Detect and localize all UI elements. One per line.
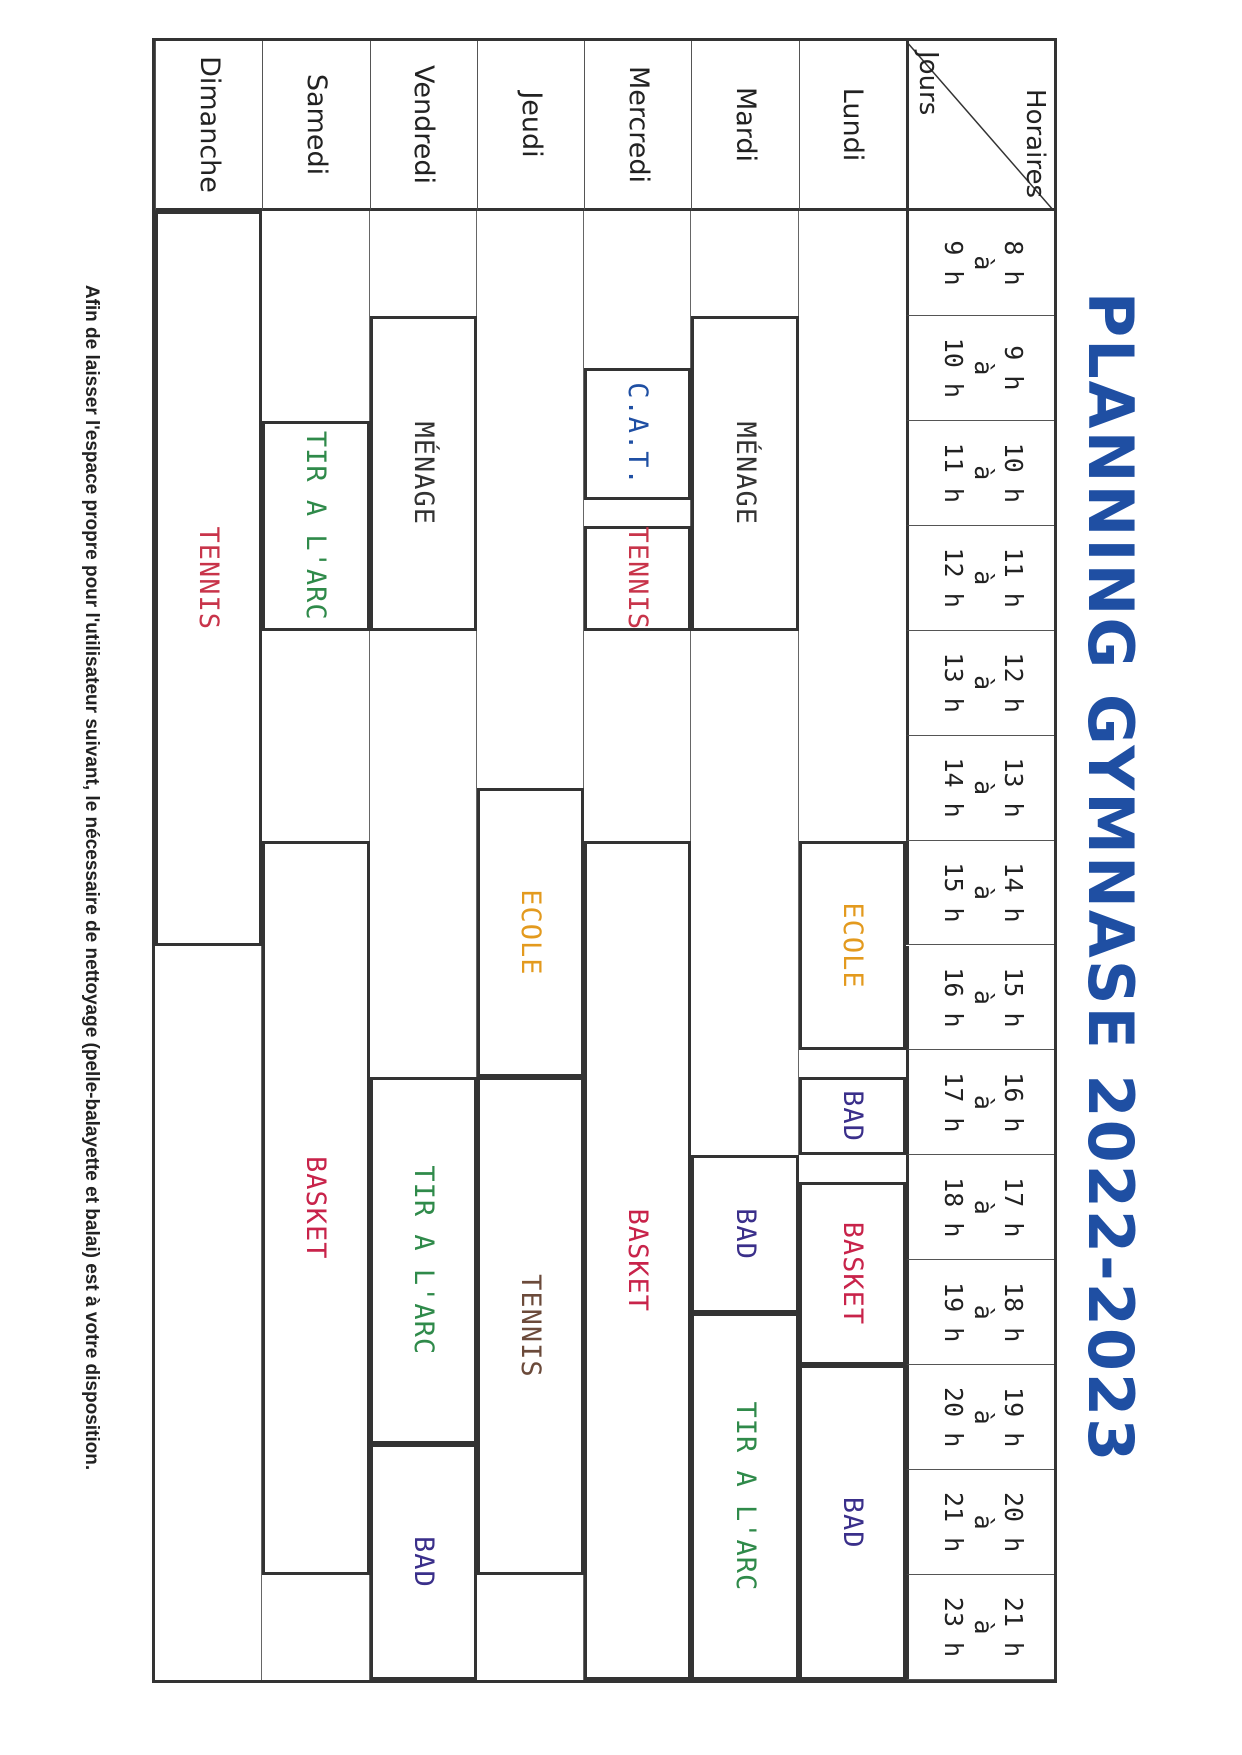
slot-sep: à xyxy=(969,989,998,1005)
slot-header-6 xyxy=(906,841,1054,946)
day-label-samedi: Samedi xyxy=(262,41,369,211)
slot-from: 14 h xyxy=(999,862,1028,923)
slot-from: 16 h xyxy=(999,1072,1028,1133)
activity-label: TIR A L'ARC xyxy=(729,1401,761,1592)
activity-block-bad xyxy=(799,1365,906,1680)
activity-block-m-nage xyxy=(370,316,477,631)
slot-to: 12 h xyxy=(939,547,968,608)
activity-label: C.A.T. xyxy=(622,382,654,486)
activity-block-basket xyxy=(584,841,691,1680)
activity-label: BASKET xyxy=(622,1208,654,1313)
slot-header-0 xyxy=(906,211,1054,316)
slot-to: 23 h xyxy=(939,1596,968,1658)
activity-label: TENNIS xyxy=(193,526,225,631)
slot-header-1 xyxy=(906,316,1054,421)
page-title: PLANNING GYMNASE 2022-2023 xyxy=(1074,291,1147,1464)
slot-header-3 xyxy=(906,526,1054,631)
activity-block-ecole xyxy=(477,788,584,1077)
slot-header-2 xyxy=(906,421,1054,526)
slot-header-9 xyxy=(906,1155,1054,1260)
slot-to: 18 h xyxy=(939,1177,968,1238)
activity-block-bad xyxy=(799,1077,906,1156)
activity-block-basket xyxy=(262,841,369,1576)
slot-to: 17 h xyxy=(939,1072,968,1133)
activity-label: BAD xyxy=(407,1536,439,1588)
slot-from: 17 h xyxy=(999,1177,1028,1238)
slot-sep: à xyxy=(969,1514,998,1530)
activity-label: ECOLE xyxy=(515,889,547,976)
activity-label: TIR A L'ARC xyxy=(300,430,332,621)
activity-block-bad xyxy=(370,1444,477,1680)
slot-header-10 xyxy=(906,1260,1054,1365)
activity-block-tir-a-l-arc xyxy=(262,421,369,631)
slot-sep: à xyxy=(969,465,998,481)
activity-label: ECOLE xyxy=(836,902,868,989)
corner-bottom-label: Jours xyxy=(913,51,943,116)
slot-header-7 xyxy=(906,946,1054,1051)
slot-from: 15 h xyxy=(999,967,1028,1028)
day-label-mardi: Mardi xyxy=(691,41,798,211)
slot-header-5 xyxy=(906,736,1054,841)
slot-from: 21 h xyxy=(999,1596,1028,1658)
activity-label: BAD xyxy=(729,1208,761,1260)
activity-block-bad xyxy=(691,1155,798,1312)
activity-block-basket xyxy=(799,1182,906,1366)
activity-label: BAD xyxy=(836,1496,868,1549)
slot-to: 20 h xyxy=(939,1387,968,1448)
day-label-lundi: Lundi xyxy=(799,41,906,211)
slot-to: 10 h xyxy=(939,337,968,398)
day-label-dimanche: Dimanche xyxy=(155,41,262,211)
slot-from: 20 h xyxy=(999,1491,1028,1553)
activity-block-tennis xyxy=(477,1077,584,1575)
activity-block-m-nage xyxy=(691,316,798,631)
activity-block-tir-a-l-arc xyxy=(691,1313,798,1680)
slot-sep: à xyxy=(969,1409,998,1425)
slot-sep: à xyxy=(969,675,998,691)
activity-label: TIR A L'ARC xyxy=(407,1165,439,1356)
slot-to: 11 h xyxy=(939,442,968,503)
activity-label: MÉNAGE xyxy=(729,421,761,526)
day-label-mercredi: Mercredi xyxy=(584,41,691,211)
slot-sep: à xyxy=(969,780,998,796)
day-label-vendredi: Vendredi xyxy=(370,41,477,211)
footnote: Afin de laisser l'espace propre pour l'utilisateur suivant, le nécessaire de nettoyage (pelle-balayette et balai) est à votre disposition. xyxy=(81,284,102,1471)
activity-block-c-a-t- xyxy=(584,368,691,499)
slot-sep: à xyxy=(969,570,998,586)
slot-to: 19 h xyxy=(939,1282,968,1343)
slot-sep: à xyxy=(969,1199,998,1215)
activity-label: BASKET xyxy=(836,1221,868,1326)
slot-from: 11 h xyxy=(999,547,1028,608)
schedule-grid xyxy=(152,38,1057,1683)
slot-from: 8 h xyxy=(999,240,1028,286)
activity-label: TENNIS xyxy=(622,526,654,631)
slot-to: 14 h xyxy=(939,757,968,818)
slot-from: 19 h xyxy=(999,1387,1028,1448)
activity-label: TENNIS xyxy=(515,1274,547,1378)
activity-block-tennis xyxy=(584,526,691,631)
activity-block-tir-a-l-arc xyxy=(370,1077,477,1444)
activity-label: BASKET xyxy=(300,1156,332,1260)
slot-sep: à xyxy=(969,360,998,376)
activity-label: MÉNAGE xyxy=(407,421,439,526)
day-label-jeudi: Jeudi xyxy=(477,41,584,211)
corner-top-label: Horaires xyxy=(1020,89,1050,198)
slot-from: 10 h xyxy=(999,442,1028,503)
slot-header-4 xyxy=(906,631,1054,736)
slot-from: 9 h xyxy=(999,345,1028,391)
slot-sep: à xyxy=(969,884,998,901)
activity-label: BAD xyxy=(836,1090,868,1142)
slot-to: 21 h xyxy=(939,1491,968,1553)
slot-header-8 xyxy=(906,1050,1054,1155)
slot-sep: à xyxy=(969,1619,998,1635)
activity-block-tennis xyxy=(155,211,262,946)
slot-from: 12 h xyxy=(999,652,1028,713)
slot-from: 18 h xyxy=(999,1282,1028,1343)
slot-to: 16 h xyxy=(939,967,968,1028)
slot-from: 13 h xyxy=(999,757,1028,818)
activity-block-ecole xyxy=(799,841,906,1051)
slot-to: 13 h xyxy=(939,652,968,713)
slot-header-13 xyxy=(906,1575,1054,1680)
slot-header-11 xyxy=(906,1365,1054,1470)
corner-cell xyxy=(906,41,1054,211)
slot-sep: à xyxy=(969,1094,998,1110)
slot-to: 9 h xyxy=(939,240,968,286)
slot-to: 15 h xyxy=(939,862,968,923)
slot-sep: à xyxy=(969,1304,998,1320)
slot-header-12 xyxy=(906,1470,1054,1575)
slot-sep: à xyxy=(969,255,998,271)
